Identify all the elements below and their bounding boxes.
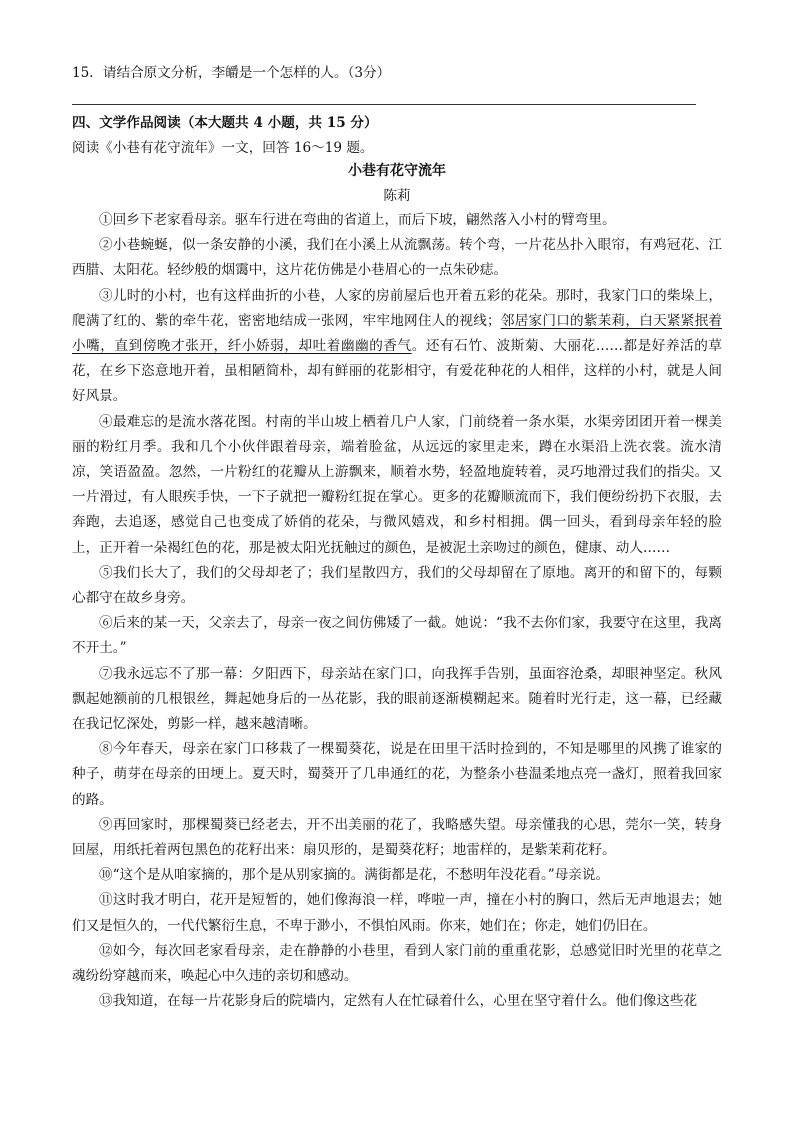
answer-line [72, 104, 696, 105]
paragraph-3-text: ③儿时的小村，也有这样曲折的小巷，人家的房前屋后也开着五彩的花朵。那时，我家门口的柴垛上，爬满了红的、紫的牵牛花，密密地结成一张网，牢牢地网住人的视线； [72, 287, 722, 329]
paragraph-9: ⑨再回家时，那棵蜀葵已经老去，开不出美丽的花了，我略感失望。母亲懂我的心思，莞尔一笑，转身回屋，用纸托着两包黑色的花籽出来：扇贝形的，是蜀葵花籽；地雷样的，是紫茉莉花籽。 [72, 816, 722, 859]
paragraph-3 [72, 284, 722, 410]
paragraph-6: ⑥后来的某一天，父亲去了，母亲一夜之间仿佛矮了一截。她说：“我不去你们家，我要守在这里，我离不开土。” [72, 615, 722, 657]
paragraph-13: ⑬我知道，在每一片花影身后的院墙内，定然有人在忙碌着什么，心里在坚守着什么。他们像这些花 [99, 993, 698, 1010]
reading-instruction: 阅读《小巷有花守流年》一文，回答 16～19 题。 [72, 140, 374, 156]
paragraph-12: ⑫如今，每次回老家看母亲，走在静静的小巷里，看到人家门前的重重花影，总感觉旧时光里的花草之魂纷纷穿越而来，唤起心中久违的亲切和感动。 [72, 942, 722, 985]
paragraph-8: ⑧今年春天，母亲在家门口移栽了一棵蜀葵花，说是在田里干活时捡到的，不知是哪里的风携了谁家的种子，萌芽在母亲的田埂上。夏天时，蜀葵开了几串通红的花，为整条小巷温柔地点亮一盏灯，照着我回家的路。 [72, 741, 722, 808]
question-15: 15．请结合原文分析，李皭是一个怎样的人。（3分） [72, 65, 391, 81]
article-author: 陈莉 [383, 188, 411, 204]
paragraph-10: ⑩“这个是从咱家摘的，那个是从别家摘的。满街都是花，不愁明年没花看。”母亲说。 [99, 867, 610, 884]
section-heading: 四、文学作品阅读（本大题共 4 小题，共 15 分） [72, 115, 378, 131]
paragraph-7: ⑦我永远忘不了那一幕：夕阳西下，母亲站在家门口，向我挥手告别，虽面容沧桑，却眼神坚定。秋风飘起她额前的几根银丝，舞起她身后的一丛花影，我的眼前逐渐模糊起来。随着时光行走，这一幕，已经藏在我记忆深处，剪影一样，越来越清晰。 [72, 665, 722, 733]
paragraph-2: ②小巷蜿蜒，似一条安静的小溪，我们在小溪上从流飘荡。转个弯，一片花丛扑入眼帘，有鸡冠花、江西腊、太阳花。轻纱般的烟霭中，这片花仿佛是小巷眉心的一点朱砂痣。 [72, 237, 722, 279]
paragraph-11: ⑪这时我才明白，花开是短暂的，她们像海浪一样，哗啦一声，撞在小村的胸口，然后无声地退去；她们又是恒久的，一代代繁衍生息，不卑于渺小，不惧怕风雨。你来，她们在；你走，她们仍旧在。 [72, 892, 722, 934]
paragraph-5: ⑤我们长大了，我们的父母却老了；我们星散四方，我们的父母却留在了原地。离开的和留下的，每颗心都守在故乡身旁。 [72, 564, 722, 607]
article-body [72, 208, 722, 1015]
paragraph-3-tail: 。还有石竹、波斯菊、大丽花……都是好养活的草花，在乡下恣意地开着，虽相陋简朴，却有鲜丽的花影相守，有爱花种花的人相伴，这样的小村，就是人间好风景。 [72, 338, 723, 405]
article-title: 小巷有花守流年 [348, 163, 446, 179]
paragraph-4: ④最难忘的是流水落花图。村南的半山坡上栖着几户人家，门前绕着一条水渠，水渠旁团团开着一棵美丽的粉红月季。我和几个小伙伴跟着母亲，端着脸盆，从远远的家里走来，蹲在水渠沿上洗衣裳。流水清凉，笑语盈盈。忽然，一片粉红的花瓣从上游飘来，顺着水势，轻盈地旋转着，灵巧地滑过我们的指尖。又一片滑过，有人眼疾手快，一下子就把一瓣粉红捉在掌心。更多的花瓣顺流而下，我们便纷纷扔下衣服，去奔跑，去追逐，感觉自己也变成了娇俏的花朵，与微风嬉戏，和乡村相拥。偶一回头，看到母亲年轻的脸上，正开着一朵褐红色的花，那是被太阳光抚触过的颜色，是被泥土亲吻过的颜色，健康、动人…… [72, 413, 722, 556]
paragraph-1: ①回乡下老家看母亲。驱车行进在弯曲的省道上，而后下坡，翩然落入小村的臂弯里。 [99, 212, 616, 228]
underlined-sentence: 邻居家门口的紫茉莉，白天紧紧抿着小嘴，直到傍晚才张开，纤小娇弱，却吐着幽幽的香气 [72, 312, 722, 355]
